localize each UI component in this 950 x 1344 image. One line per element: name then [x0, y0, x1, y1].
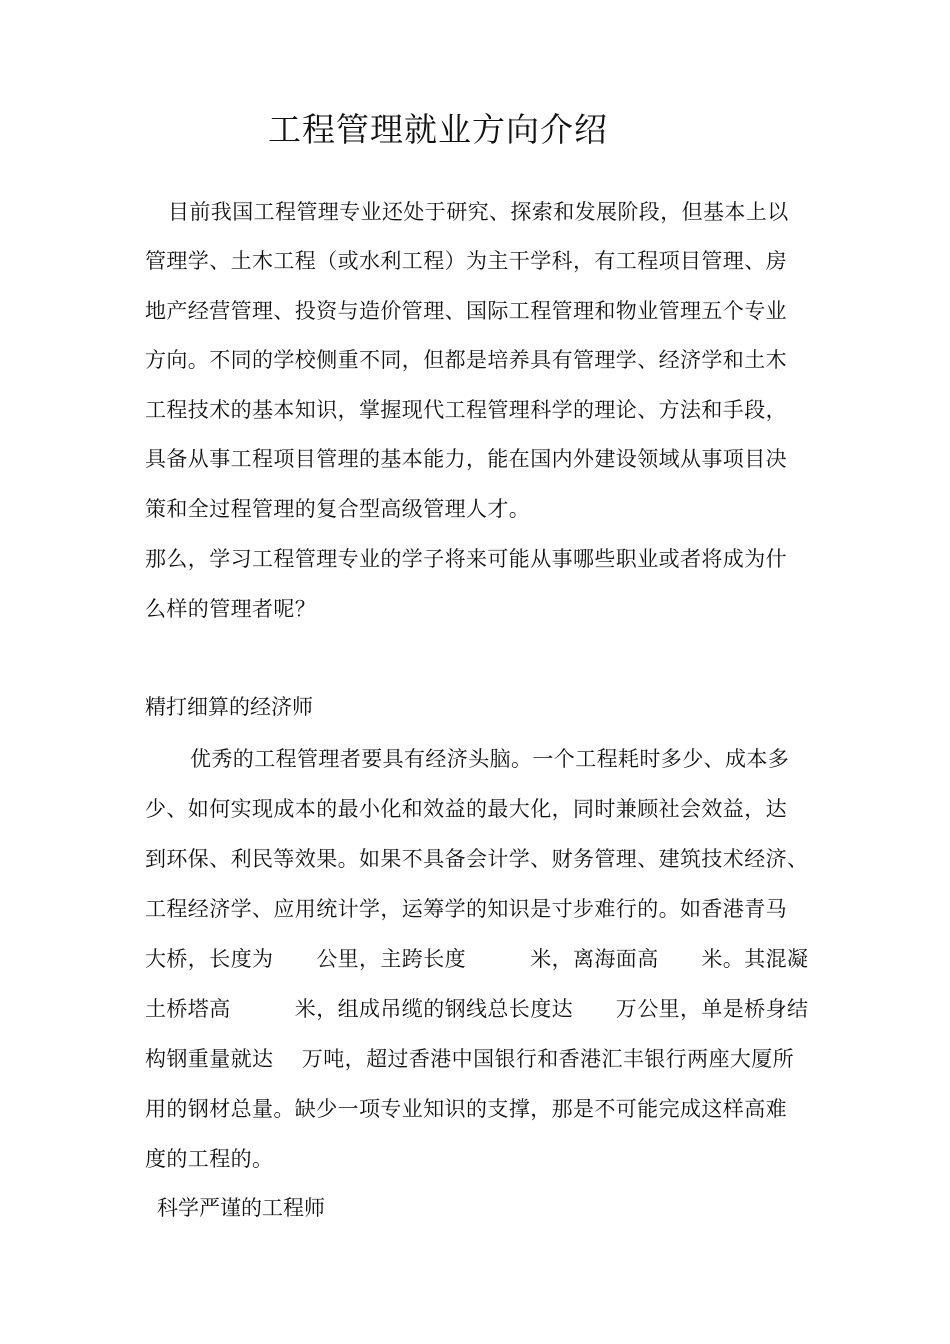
- section1-line-5: 大桥，长度为 公里，主跨长度 米，离海面高 米。其混凝: [145, 947, 809, 971]
- section1-line-3: 到环保、利民等效果。如果不具备会计学、财务管理、建筑技术经济、: [145, 847, 809, 871]
- intro-line-3: 地产经营管理、投资与造价管理、国际工程管理和物业管理五个专业: [145, 299, 787, 323]
- document-title: 工程管理就业方向介绍: [268, 110, 608, 149]
- section1-line-6: 土桥塔高 米，组成吊缆的钢线总长度达 万公里，单是桥身结: [145, 997, 809, 1021]
- section-heading-engineer: 科学严谨的工程师: [157, 1196, 325, 1220]
- section-heading-economist: 精打细算的经济师: [145, 695, 313, 719]
- question-line-2: 么样的管理者呢？: [145, 597, 317, 621]
- section1-line-9: 度的工程的。: [145, 1147, 274, 1171]
- intro-line-4: 方向。不同的学校侧重不同，但都是培养具有管理学、经济学和土木: [145, 348, 787, 372]
- intro-line-1: 目前我国工程管理专业还处于研究、探索和发展阶段，但基本上以: [168, 200, 789, 224]
- section1-line-8: 用的钢材总量。缺少一项专业知识的支撑，那是不可能完成这样高难: [145, 1097, 787, 1121]
- question-line-1: 那么，学习工程管理专业的学子将来可能从事哪些职业或者将成为什: [145, 547, 787, 571]
- intro-line-6: 具备从事工程项目管理的基本能力，能在国内外建设领域从事项目决: [145, 447, 787, 471]
- intro-line-2: 管理学、土木工程（或水利工程）为主干学科，有工程项目管理、房: [145, 249, 787, 273]
- section1-line-7: 构钢重量就达 万吨，超过香港中国银行和香港汇丰银行两座大厦所: [145, 1047, 795, 1071]
- intro-line-5: 工程技术的基本知识，掌握现代工程管理科学的理论、方法和手段，: [145, 398, 787, 422]
- section1-line-4: 工程经济学、应用统计学，运筹学的知识是寸步难行的。如香港青马: [145, 897, 787, 921]
- section1-line-1: 优秀的工程管理者要具有经济头脑。一个工程耗时多少、成本多: [190, 747, 790, 771]
- section1-line-2: 少、如何实现成本的最小化和效益的最大化，同时兼顾社会效益，达: [145, 797, 787, 821]
- intro-line-7: 策和全过程管理的复合型高级管理人才。: [145, 497, 531, 521]
